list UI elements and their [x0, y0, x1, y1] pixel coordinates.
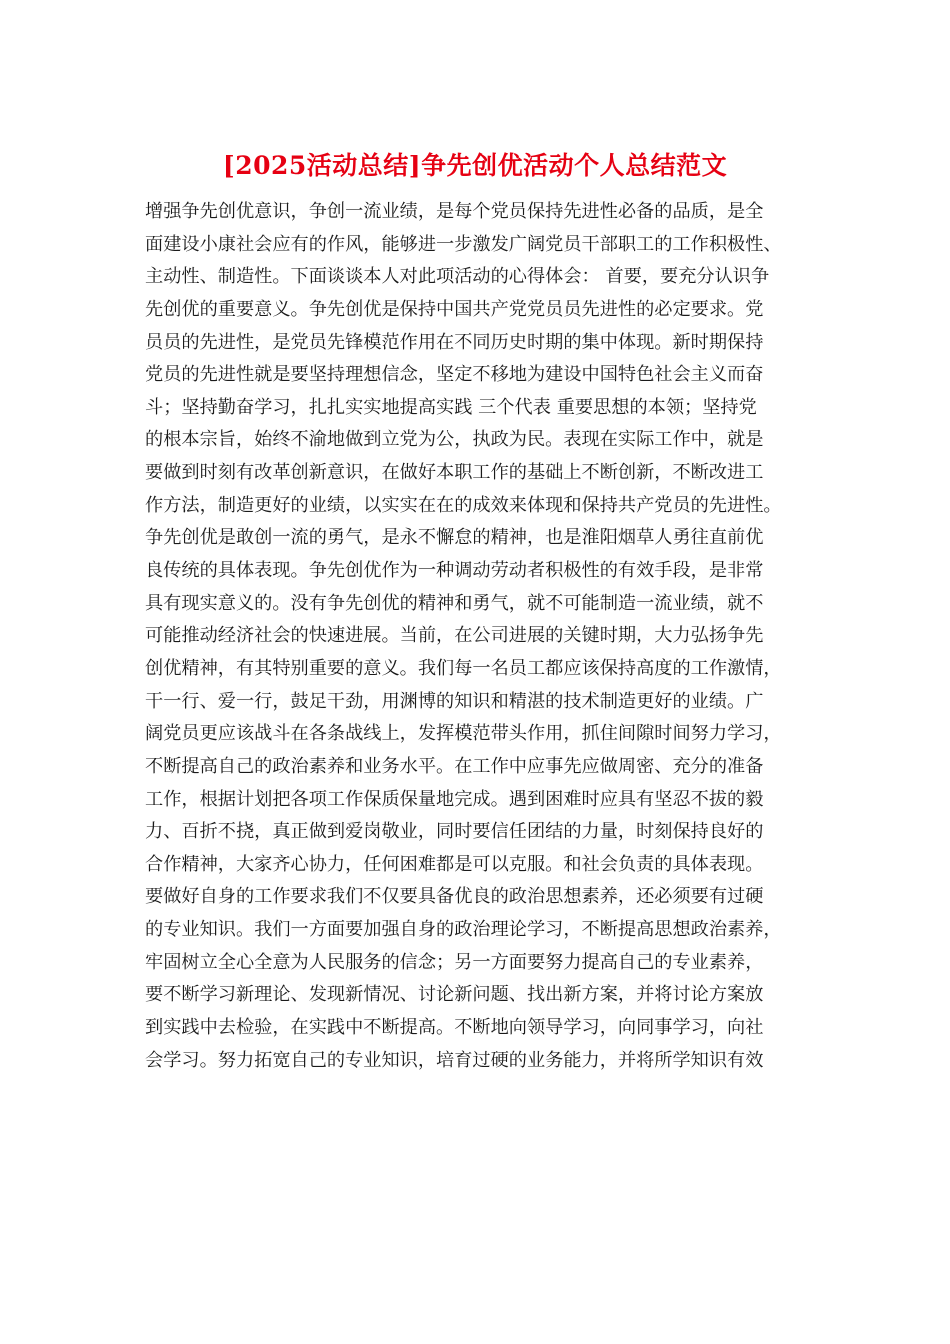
body-line: 要做到时刻有改革创新意识，在做好本职工作的基础上不断创新，不断改进工: [145, 462, 764, 484]
body-line: 的专业知识。我们一方面要加强自身的政治理论学习，不断提高思想政治素养，: [145, 919, 782, 941]
body-line: 面建设小康社会应有的作风，能够进一步激发广阔党员干部职工的工作积极性、: [145, 233, 782, 255]
body-line: 要做好自身的工作要求我们不仅要具备优良的政治思想素养，还必须要有过硬: [145, 886, 764, 908]
body-line: 员员的先进性，是党员先锋模范作用在不同历史时期的集中体现。新时期保持: [145, 331, 764, 353]
body-line: 斗；坚持勤奋学习，扎扎实实地提高实践 三个代表 重要思想的本领；坚持党: [145, 396, 757, 418]
body-line: 先创优的重要意义。争先创优是保持中国共产党党员员先进性的必定要求。党: [145, 298, 764, 320]
body-line: 要不断学习新理论、发现新情况、讨论新问题、找出新方案，并将讨论方案放: [145, 984, 764, 1006]
body-line: 牢固树立全心全意为人民服务的信念；另一方面要努力提高自己的专业素养，: [145, 951, 764, 973]
body-line: 良传统的具体表现。争先创优作为一种调动劳动者积极性的有效手段，是非常: [145, 560, 764, 582]
document-title: [2025活动总结]争先创优活动个人总结范文: [222, 151, 728, 180]
body-line: 争先创优是敢创一流的勇气，是永不懈怠的精神，也是淮阳烟草人勇往直前优: [145, 527, 764, 549]
body-line: 具有现实意义的。没有争先创优的精神和勇气，就不可能制造一流业绩，就不: [145, 592, 764, 614]
body-line: 力、百折不挠，真正做到爱岗敬业，同时要信任团结的力量，时刻保持良好的: [145, 821, 764, 843]
body-line: 合作精神，大家齐心协力，任何困难都是可以克服。和社会负责的具体表现。: [145, 853, 764, 875]
body-line: 增强争先创优意识，争创一流业绩，是每个党员保持先进性必备的品质，是全: [145, 201, 764, 222]
body-line: 可能推动经济社会的快速进展。当前，在公司进展的关键时期，大力弘扬争先: [145, 625, 764, 647]
body-line: 不断提高自己的政治素养和业务水平。在工作中应事先应做周密、充分的准备: [145, 755, 764, 777]
body-line: 会学习。努力拓宽自己的专业知识，培育过硬的业务能力，并将所学知识有效: [145, 1049, 764, 1071]
body-line: 党员的先进性就是要坚持理想信念，坚定不移地为建设中国特色社会主义而奋: [145, 364, 764, 386]
body-line: 阔党员更应该战斗在各条战线上，发挥模范带头作用，抓住间隙时间努力学习，: [145, 723, 782, 745]
body-line: 主动性、制造性。下面谈谈本人对此项活动的心得体会： 首要，要充分认识争: [145, 266, 770, 288]
document-body: [145, 196, 810, 1077]
body-line: 的根本宗旨，始终不渝地做到立党为公，执政为民。表现在实际工作中，就是: [145, 429, 764, 451]
body-line: 到实践中去检验，在实践中不断提高。不断地向领导学习，向同事学习，向社: [145, 1017, 764, 1039]
body-line: 工作，根据计划把各项工作保质保量地完成。遇到困难时应具有坚忍不拔的毅: [145, 788, 764, 810]
body-line: 作方法，制造更好的业绩，以实实在在的成效来体现和保持共产党员的先进性。: [145, 494, 782, 516]
body-line: 干一行、爱一行，鼓足干劲，用渊博的知识和精湛的技术制造更好的业绩。广: [145, 690, 764, 712]
body-line: 创优精神，有其特别重要的意义。我们每一名员工都应该保持高度的工作激情，: [145, 657, 782, 679]
